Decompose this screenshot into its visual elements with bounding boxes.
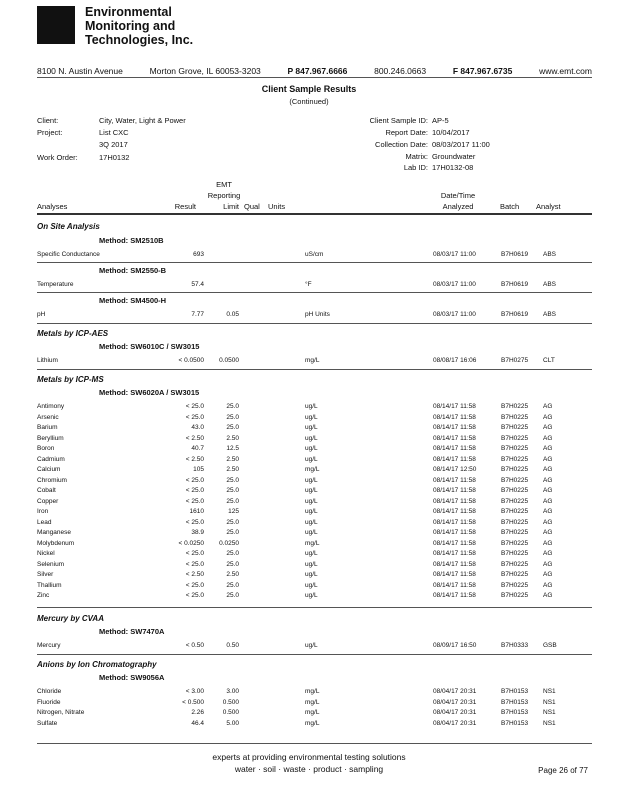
cell-analyte: Chloride [37, 688, 62, 695]
cell-limit: 25.0 [226, 413, 239, 421]
cell-result: < 25.0 [185, 592, 204, 599]
cell-units: ug/L [305, 550, 318, 557]
cell-units: ug/L [305, 518, 318, 526]
table-row [37, 720, 592, 730]
cell-units: ug/L [305, 424, 318, 431]
project-label: Project: [37, 128, 63, 137]
cell-units: ug/L [305, 413, 318, 421]
cell-units: mg/L [305, 466, 320, 473]
table-row [37, 456, 592, 466]
cell-analyst: AG [543, 413, 553, 421]
cell-analyst: AG [543, 466, 553, 473]
cell-limit: 2.50 [226, 434, 239, 442]
cell-units: uS/cm [305, 251, 324, 258]
client-value: City, Water, Light & Power [99, 116, 186, 125]
table-row [37, 357, 592, 367]
cell-analyte: Beryllium [37, 434, 64, 442]
cell-analyst: NS1 [543, 698, 556, 706]
cell-units: ug/L [305, 403, 318, 410]
cell-batch: B7H0275 [501, 357, 529, 364]
cell-limit: 0.0250 [219, 539, 239, 547]
cell-batch: B7H0225 [501, 497, 529, 505]
cell-result: < 0.0500 [178, 357, 204, 364]
table-row [37, 466, 592, 476]
cell-limit: 0.0500 [219, 357, 239, 364]
column-header-limit: Limit [223, 202, 239, 211]
cell-result: 40.7 [191, 445, 204, 452]
cell-datetime: 08/14/17 11:58 [433, 434, 476, 442]
matrix-label: Matrix: [405, 152, 428, 161]
cell-batch: B7H0225 [501, 434, 529, 442]
cell-analyst: AG [543, 434, 553, 442]
cell-units: ug/L [305, 445, 318, 452]
cell-analyst: ABS [543, 281, 557, 288]
cell-limit: 25.0 [226, 424, 239, 431]
cell-batch: B7H0225 [501, 592, 529, 599]
cell-analyte: Chromium [37, 476, 67, 484]
cell-analyst: AG [543, 518, 553, 526]
cell-limit: 0.05 [226, 311, 239, 318]
cell-batch: B7H0225 [501, 571, 529, 578]
cell-result: < 2.50 [185, 434, 204, 442]
table-row [37, 699, 592, 709]
cell-limit: 0.500 [222, 709, 239, 716]
cell-analyte: Lithium [37, 357, 58, 364]
company-name-line: Environmental [85, 5, 172, 19]
cell-batch: B7H0225 [501, 560, 529, 568]
cell-analyst: NS1 [543, 688, 556, 695]
cell-datetime: 08/14/17 11:58 [433, 424, 476, 431]
cell-units: °F [305, 281, 312, 288]
cell-analyte: Selenium [37, 560, 65, 568]
cell-datetime: 08/14/17 12:50 [433, 466, 477, 473]
phone-number: P 847.967.6666 [287, 66, 348, 76]
cell-analyst: AG [543, 560, 553, 568]
table-row [37, 414, 592, 424]
cell-datetime: 08/14/17 11:58 [433, 560, 476, 568]
cell-units: mg/L [305, 719, 320, 727]
cell-units: mg/L [305, 709, 320, 716]
cell-analyte: Specific Conductance [37, 251, 100, 258]
cell-analyte: Molybdenum [37, 539, 75, 547]
report-date-value: 10/04/2017 [432, 128, 470, 137]
footer-services: water · soil · waste · product · sampling [234, 764, 384, 774]
row-divider [37, 262, 592, 263]
cell-analyst: AG [543, 445, 553, 452]
work-order-label: Work Order: [37, 153, 78, 162]
company-name-line: Monitoring and [85, 19, 176, 33]
cell-analyst: AG [543, 508, 553, 515]
company-address-bar [37, 66, 592, 76]
cell-limit: 25.0 [226, 560, 239, 568]
table-row [37, 251, 592, 261]
cell-batch: B7H0225 [501, 445, 529, 452]
cell-analyst: AG [543, 424, 553, 431]
method-label: Method: SM2510B [99, 236, 164, 245]
cell-result: < 2.50 [185, 571, 204, 578]
section-divider [37, 607, 592, 608]
section-divider [37, 369, 592, 370]
cell-datetime: 08/04/17 20:31 [433, 698, 477, 706]
method-label: Method: SM4500-H [99, 296, 167, 305]
cell-datetime: 08/14/17 11:58 [433, 518, 476, 526]
cell-analyst: AG [543, 539, 553, 547]
cell-batch: B7H0153 [501, 688, 529, 695]
cell-datetime: 08/09/17 16:50 [433, 642, 477, 649]
cell-datetime: 08/04/17 20:31 [433, 709, 477, 716]
website-link[interactable]: www.emt.com [539, 66, 592, 76]
cell-units: ug/L [305, 434, 318, 442]
footer-divider [37, 743, 592, 744]
cell-analyte: Thallium [37, 581, 62, 589]
tollfree-number: 800.246.0663 [374, 66, 427, 76]
cell-datetime: 08/14/17 11:58 [433, 487, 476, 494]
table-row [37, 487, 592, 497]
column-header-analyses: Analyses [37, 202, 68, 211]
cell-datetime: 08/14/17 11:58 [433, 497, 476, 505]
cell-units: mg/L [305, 698, 320, 706]
client-label: Client: [37, 116, 59, 125]
cell-batch: B7H0225 [501, 466, 529, 473]
cell-analyte: Temperature [37, 281, 74, 288]
column-header-emt: EMT [216, 180, 232, 189]
city-address: Morton Grove, IL 60053-3203 [149, 66, 261, 76]
cell-limit: 5.00 [226, 719, 239, 727]
cell-batch: B7H0225 [501, 476, 529, 484]
column-header-units: Units [268, 202, 286, 211]
cell-analyte: Antimony [37, 403, 65, 410]
cell-batch: B7H0153 [501, 709, 529, 716]
page-number: Page 26 of 77 [538, 766, 588, 775]
cell-limit: 12.5 [226, 445, 239, 452]
cell-result: 1610 [189, 508, 204, 515]
cell-batch: B7H0153 [501, 719, 529, 727]
cell-result: < 25.0 [185, 581, 204, 589]
cell-analyte: Nickel [37, 550, 55, 557]
column-header-analyst: Analyst [536, 202, 561, 211]
cell-limit: 3.00 [226, 688, 239, 695]
cell-analyte: Arsenic [37, 413, 59, 421]
project-period: 3Q 2017 [99, 140, 128, 149]
row-divider [37, 292, 592, 293]
cell-analyst: AG [543, 550, 553, 557]
column-header-analyzed: Analyzed [442, 202, 474, 211]
cell-analyte: Barium [37, 424, 58, 431]
cell-analyst: GSB [543, 642, 557, 649]
table-row [37, 508, 592, 518]
table-row [37, 498, 592, 508]
fax-number: F 847.967.6735 [452, 66, 513, 76]
cell-datetime: 08/14/17 11:58 [433, 592, 476, 599]
cell-datetime: 08/14/17 11:58 [433, 529, 476, 536]
cell-limit: 2.50 [226, 571, 239, 578]
street-address: 8100 N. Austin Avenue [37, 66, 123, 76]
cell-analyte: Iron [37, 508, 49, 515]
cell-result: 693 [193, 251, 204, 258]
cell-limit: 25.0 [226, 581, 239, 589]
cell-limit: 0.50 [226, 642, 239, 649]
cell-limit: 25.0 [226, 550, 239, 557]
work-order-value: 17H0132 [99, 153, 130, 162]
cell-result: < 0.500 [182, 698, 204, 706]
section-title-anions: Anions by Ion Chromatography [37, 660, 157, 669]
cell-analyte: Manganese [37, 529, 71, 536]
cell-batch: B7H0225 [501, 424, 529, 431]
cell-limit: 25.0 [226, 497, 239, 505]
table-row [37, 424, 592, 434]
table-row [37, 445, 592, 455]
cell-datetime: 08/14/17 11:58 [433, 445, 476, 452]
cell-analyst: ABS [543, 251, 557, 258]
cell-analyte: Calcium [37, 466, 61, 473]
cell-analyst: AG [543, 581, 553, 589]
cell-limit: 0.500 [222, 698, 239, 706]
cell-result: < 25.0 [185, 403, 204, 410]
header-divider [37, 77, 592, 78]
cell-units: ug/L [305, 560, 318, 568]
cell-limit: 25.0 [226, 487, 239, 494]
cell-analyst: AG [543, 476, 553, 484]
collection-date-label: Collection Date: [375, 140, 428, 149]
cell-datetime: 08/03/17 11:00 [433, 311, 476, 318]
cell-analyte: Silver [37, 571, 54, 578]
cell-datetime: 08/14/17 11:58 [433, 403, 476, 410]
cell-datetime: 08/14/17 11:58 [433, 571, 476, 578]
method-label: Method: SW6020A / SW3015 [99, 388, 200, 397]
cell-analyst: CLT [543, 357, 555, 364]
cell-units: ug/L [305, 497, 318, 505]
method-label: Method: SW9056A [99, 673, 165, 682]
project-value: List CXC [99, 128, 129, 137]
cell-result: < 3.00 [185, 688, 204, 695]
cell-batch: B7H0225 [501, 529, 529, 536]
cell-batch: B7H0225 [501, 518, 529, 526]
method-label: Method: SM2550-B [99, 266, 167, 275]
table-row [37, 592, 592, 602]
cell-result: 7.77 [191, 311, 204, 318]
cell-datetime: 08/14/17 11:58 [433, 581, 476, 589]
cell-analyst: AG [543, 487, 553, 494]
section-title-icp-aes: Metals by ICP-AES [37, 329, 109, 338]
section-divider [37, 654, 592, 655]
report-date-label: Report Date: [385, 128, 428, 137]
cell-datetime: 08/03/17 11:00 [433, 281, 476, 288]
cell-units: pH Units [305, 311, 330, 318]
sample-id-value: AP-5 [432, 116, 449, 125]
cell-result: < 25.0 [185, 518, 204, 526]
cell-limit: 25.0 [226, 518, 239, 526]
cell-result: 38.9 [191, 529, 204, 536]
cell-analyst: NS1 [543, 709, 556, 716]
cell-batch: B7H0225 [501, 487, 529, 494]
cell-result: 105 [193, 466, 204, 473]
table-row [37, 550, 592, 560]
cell-datetime: 08/03/17 11:00 [433, 251, 476, 258]
cell-analyte: Sulfate [37, 719, 58, 727]
table-row [37, 540, 592, 550]
method-label: Method: SW6010C / SW3015 [99, 342, 200, 351]
cell-analyte: Zinc [37, 592, 50, 599]
cell-units: mg/L [305, 688, 320, 695]
cell-result: < 25.0 [185, 413, 204, 421]
cell-result: 2.26 [191, 709, 204, 716]
cell-analyst: AG [543, 455, 553, 463]
section-divider [37, 323, 592, 324]
company-name-line: Technologies, Inc. [85, 33, 194, 47]
cell-datetime: 08/14/17 11:58 [433, 550, 476, 557]
section-title-icp-ms: Metals by ICP-MS [37, 375, 104, 384]
cell-limit: 125 [228, 508, 239, 515]
table-row [37, 529, 592, 539]
table-row [37, 311, 592, 321]
cell-limit: 25.0 [226, 592, 239, 599]
cell-batch: B7H0619 [501, 311, 529, 318]
cell-datetime: 08/14/17 11:58 [433, 455, 476, 463]
table-row [37, 571, 592, 581]
cell-batch: B7H0619 [501, 251, 529, 258]
page-title: Client Sample Results [261, 84, 357, 94]
cell-result: < 25.0 [185, 487, 204, 494]
cell-analyte: Cobalt [37, 487, 56, 494]
cell-result: < 25.0 [185, 550, 204, 557]
cell-result: 57.4 [191, 281, 204, 288]
cell-analyte: Cadmium [37, 455, 65, 463]
cell-result: < 2.50 [185, 455, 204, 463]
lab-id-value: 17H0132-08 [432, 163, 474, 172]
cell-batch: B7H0225 [501, 455, 529, 463]
cell-analyst: NS1 [543, 719, 556, 727]
table-row [37, 688, 592, 698]
company-name [85, 5, 193, 47]
cell-units: ug/L [305, 642, 318, 649]
section-title-onsite: On Site Analysis [37, 222, 100, 231]
section-title-cvaa: Mercury by CVAA [37, 614, 104, 623]
cell-analyte: Fluoride [37, 698, 61, 706]
cell-analyst: AG [543, 403, 553, 410]
cell-batch: B7H0225 [501, 581, 529, 589]
cell-units: ug/L [305, 529, 318, 536]
cell-units: mg/L [305, 539, 320, 547]
cell-units: ug/L [305, 487, 318, 494]
cell-batch: B7H0225 [501, 413, 529, 421]
cell-analyst: ABS [543, 311, 557, 318]
cell-datetime: 08/14/17 11:58 [433, 539, 476, 547]
table-header-divider [37, 213, 592, 215]
cell-limit: 25.0 [226, 476, 239, 484]
cell-batch: B7H0153 [501, 698, 529, 706]
cell-analyte: Lead [37, 518, 52, 526]
cell-result: 46.4 [191, 719, 204, 727]
cell-analyte: Mercury [37, 642, 61, 649]
column-header-qual: Qual [244, 202, 260, 211]
cell-datetime: 08/14/17 11:58 [433, 413, 476, 421]
table-row [37, 582, 592, 592]
page-subtitle: (Continued) [289, 97, 329, 106]
cell-units: ug/L [305, 455, 318, 463]
cell-batch: B7H0619 [501, 281, 529, 288]
cell-batch: B7H0225 [501, 550, 529, 557]
cell-units: ug/L [305, 592, 318, 599]
cell-analyte: Copper [37, 497, 59, 505]
cell-result: < 0.0250 [178, 539, 204, 547]
cell-analyst: AG [543, 529, 553, 536]
cell-limit: 2.50 [226, 455, 239, 463]
cell-analyte: pH [37, 311, 46, 318]
cell-units: ug/L [305, 571, 318, 578]
cell-datetime: 08/04/17 20:31 [433, 688, 477, 695]
table-row [37, 561, 592, 571]
collection-date-value: 08/03/2017 11:00 [432, 140, 490, 149]
footer-tagline: experts at providing environmental testing solutions [212, 752, 406, 762]
column-header-result: Result [174, 202, 196, 211]
cell-batch: B7H0333 [501, 642, 529, 649]
cell-batch: B7H0225 [501, 403, 529, 410]
method-label: Method: SW7470A [99, 627, 165, 636]
lab-id-label: Lab ID: [403, 163, 428, 172]
cell-analyst: AG [543, 497, 553, 505]
cell-limit: 2.50 [226, 466, 239, 473]
table-row [37, 709, 592, 719]
matrix-value: Groundwater [432, 152, 476, 161]
table-row [37, 477, 592, 487]
cell-limit: 25.0 [226, 403, 239, 410]
cell-limit: 25.0 [226, 529, 239, 536]
column-header-datetime: Date/Time [440, 191, 476, 200]
table-row [37, 435, 592, 445]
table-row [37, 403, 592, 413]
cell-units: ug/L [305, 581, 318, 589]
cell-datetime: 08/14/17 11:58 [433, 476, 476, 484]
cell-result: < 25.0 [185, 497, 204, 505]
table-row [37, 642, 592, 652]
cell-result: 43.0 [191, 424, 204, 431]
cell-datetime: 08/14/17 11:58 [433, 508, 476, 515]
cell-result: < 25.0 [185, 560, 204, 568]
cell-result: < 0.50 [185, 642, 204, 649]
cell-batch: B7H0225 [501, 508, 529, 515]
sample-id-label: Client Sample ID: [369, 116, 428, 125]
cell-analyst: AG [543, 571, 553, 578]
company-logo [37, 6, 75, 44]
cell-analyte: Nitrogen, Nitrate [37, 709, 85, 716]
cell-analyst: AG [543, 592, 553, 599]
cell-batch: B7H0225 [501, 539, 529, 547]
table-row [37, 281, 592, 291]
cell-datetime: 08/04/17 20:31 [433, 719, 477, 727]
column-header-reporting: Reporting [207, 191, 241, 200]
column-header-batch: Batch [500, 202, 520, 211]
cell-units: ug/L [305, 476, 318, 484]
cell-datetime: 08/08/17 16:06 [433, 357, 477, 364]
cell-result: < 25.0 [185, 476, 204, 484]
table-row [37, 519, 592, 529]
cell-analyte: Boron [37, 445, 55, 452]
cell-units: ug/L [305, 508, 318, 515]
cell-units: mg/L [305, 357, 320, 364]
